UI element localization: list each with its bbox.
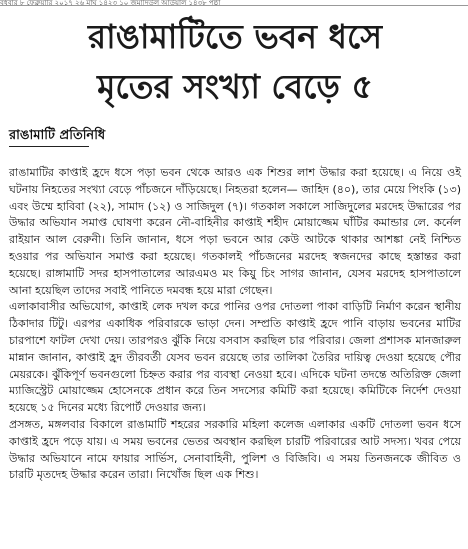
header-divider [0, 5, 468, 6]
headline-line-2: মৃতের সংখ্যা বেড়ে ৫ [97, 67, 373, 106]
article-paragraph-2: এলাকাবাসীর অভিযোগ, কাপ্তাই লেক দখল করে পানির ওপর দোতলা পাকা বাড়িটি নির্মাণ করেন স্থানীয় ঠিকাদার টিটু। এরপর একাধিক পরিবারকে ভাড়া দেন। সম্প্রতি কাপ্তাই হ্রদে পানি বাড়ায় ভবনের মাটির চারপাশে ফাটল দেখা দেয়। তারপরও ঝুঁকি নিয়ে বসবাস করছিল চার পরিবার। জেলা প্রশাসক মানজারুল মান্নান জানান, কাপ্তাই হ্রদ তীরবর্তী যেসব ভবন রয়েছে তার তালিকা তৈরির দায়িত্ব দেওয়া হয়েছে পৌর মেয়রকে। ঝুঁকিপূর্ণ ভবনগুলো চিহ্নত করার পর ব্যবস্থা নেওয়া হবে। এদিকে ঘটনা তদন্তে অতিরিক্ত জেলা ম্যাজিস্ট্রেট মোয়াজ্জেম হোসেনকে প্রধান করে তিন সদস্যের কমিটি করা হয়েছে। কমিটিকে নির্দেশ দেওয়া হয়েছে ১৫ দিনের মধ্যে রিপোর্ট দেওয়ার জন্য। [9, 300, 461, 415]
article-paragraph-3: প্রসঙ্গত, মঙ্গলবার বিকালে রাঙামাটি শহরের সরকারি মহিলা কলেজ এলাকার একটি দোতলা ভবন ধসে কাপ্তাই হ্রদে পড়ে যায়। এ সময় ভবনের ভেতর অবস্থান করছিল চারটি পরিবারের আট সদস্য। খবর পেয়ে উদ্ধার অভিযানে নামে ফায়ার সার্ভিস, সেনাবাহিনী, পুলিশ ও বিজিবি। এ সময় তিনজনকে জীবিত ও চারটি মৃতদেহ উদ্ধার করেন তারা। নিখোঁজ ছিল এক শিশু। [9, 417, 461, 482]
headline-line-1: রাঙামাটিতে ভবন ধসে [87, 17, 383, 56]
reporter-byline: রাঙামাটি প্রতিনিধি [9, 128, 106, 143]
byline-underline [9, 146, 89, 147]
page-header-text: বুধবার ৮ ফেব্রুয়ারি ২০১৭ ২৬ মাঘ ১৪২৩ ১০ জমাদিউল আউয়াল ১৪৩৮ পৃষ্ঠা [0, 0, 221, 6]
article-body [9, 165, 461, 484]
page-header-strip [0, 0, 468, 6]
headline [30, 12, 440, 112]
article-paragraph-1: রাঙামাটির কাপ্তাই হ্রদে ধসে পড়া ভবন থেকে আরও এক শিশুর লাশ উদ্ধার করা হয়েছে। এ নিয়ে ওই ঘটনায় নিহতের সংখ্যা বেড়ে পাঁচজনে দাঁড়িয়েছে। নিহতরা হলেন— জাহিদ (৪০), তার মেয়ে পিংকি (১৩) এবং উম্মে হাবিবা (২২), সামাদ (১২) ও সাজিদুল (৭)। গতকাল সকালে সাজিদুলের মরদেহ উদ্ধারের পর উদ্ধার অভিযান সমাপ্ত ঘোষণা করেন নৌ-বাহিনীর কাপ্তাই শহীদ মোয়াজ্জেম ঘাঁটির কমান্ডার লে. কর্নেল রাইয়ান আল বেরুনী। তিনি জানান, ধসে পড়া ভবনে আর কেউ আটকে থাকার আশঙ্কা নেই নিশ্চিত হওয়ার পর অভিযান সমাপ্ত করা হয়েছে। গতকালই পাঁচজনের মরদেহ স্বজনদের কাছে হস্তান্তর করা হয়েছে। রাঙ্গামাটি সদর হাসপাতালের আরএমও মং কিয়ু চিং সাগর জানান, যেসব মরদেহ হাসপাতালে আনা হয়েছিল তাদের সবাই পানিতে দমবন্ধ হয়ে মারা গেছেন। [9, 166, 461, 297]
